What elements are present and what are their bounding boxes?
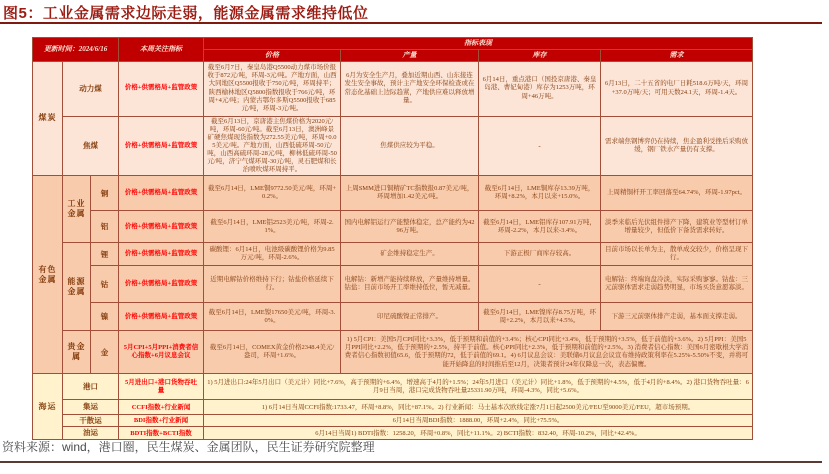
subgroup-precious-metals: 贵金属 <box>63 331 91 374</box>
row-coking-coal-name: 焦煤 <box>63 116 119 176</box>
bottom-divider <box>0 461 822 463</box>
thermal-coal-inventory: 6月14日，重点港口（国投京唐港、秦皇岛港、曹妃甸港）库存为1253万吨，环周+46万吨。 <box>479 61 601 116</box>
coking-coal-demand: 需求端焦钢博弈仍在持续，焦企盈利受挫后采购放缓，钢厂铁水产量仍有支撑。 <box>601 116 753 176</box>
header-price: 价格 <box>204 49 341 61</box>
nickel-demand: 下游三元前驱体排产走弱，基本面支撑走弱。 <box>601 303 753 331</box>
nickel-indicator: 价格+供需格局+监管政策 <box>119 303 204 331</box>
lithium-inventory: 下游正极厂商库存较高。 <box>479 243 601 266</box>
copper-indicator: 价格+供需格局+监管政策 <box>119 176 204 211</box>
port-indicator: 5月进出口+港口货物吞吐量 <box>119 374 204 400</box>
header-focus: 本周关注指标 <box>119 38 204 62</box>
cobalt-production: 电解钴：新增产能持续释放，产量维持增量。钴盐：目前市场开工率维持低位，暂无减量。 <box>341 266 479 303</box>
lithium-demand: 目前市场以长单为主，散单成交较少，价格呈现下行。 <box>601 243 753 266</box>
tanker-indicator: BDTI指数+BCTI指数 <box>119 427 204 440</box>
copper-production: 上周SMM进口铜精矿TC指数报0.87美元/吨，环周增加1.42美元/吨。 <box>341 176 479 211</box>
coking-coal-production: 焦煤供应较为平稳。 <box>341 116 479 176</box>
gold-indicator: 5月CPI+5月PPI+消费者信心指数+6月议息会议 <box>119 331 204 374</box>
container-indicator: CCFI指数+行业新闻 <box>119 400 204 415</box>
row-aluminum-name: 铝 <box>91 211 119 243</box>
thermal-coal-production: 6月为安全生产月，叠加近期山西、山东接连发生安全事故，预计主产地安全环保检查或在常态化基础上边际趋紧，产地供应难以释放增量。 <box>341 61 479 116</box>
port-detail: 1) 5月进出口:24年5月出口（美元计）同比+7.6%，高于预期的+6.4%，增速高于4月的+1.5%；24年5月进口（美元计）同比+1.8%，低于预期的+4.5%，低于4月的+8.4%。2) 港口货物吞吐量：6月9日当周，港口完成货物吞吐量25331.90万吨，环周-4.3%，同比+5.6%。 <box>204 374 753 400</box>
row-gold-name: 金 <box>91 331 119 374</box>
thermal-coal-indicator: 价格+供需格局+监管政策 <box>119 61 204 116</box>
copper-price: 截至6月14日，LME铜9772.50美元/吨，环周+0.2%。 <box>204 176 341 211</box>
thermal-coal-demand: 6月13日，二十五省的电厂日耗518.6万吨/天，环周+37.0万吨/天；可用天数24.1天，环周-1.4天。 <box>601 61 753 116</box>
lithium-indicator: 价格+供需格局+监管政策 <box>119 243 204 266</box>
coking-coal-indicator: 价格+供需格局+监管政策 <box>119 116 204 176</box>
thermal-coal-price: 截至6月7日，秦皇岛港Q5500动力煤市场价报收于872元/吨，环周-3元/吨。产地方面，山西大同地区Q5500报收于750元/吨，环周持平；陕西榆林地区Q5800指数报收于766元/吨，环周+4元/吨；内蒙古鄂尔多斯Q5500报收于685元/吨，环周-3元/吨。 <box>204 61 341 116</box>
drybulk-indicator: BDI指数+行业新闻 <box>119 415 204 427</box>
row-nickel-name: 镍 <box>91 303 119 331</box>
row-drybulk-name: 干散运 <box>63 415 119 427</box>
row-lithium-name: 锂 <box>91 243 119 266</box>
row-container-name: 集运 <box>63 400 119 415</box>
data-source-note: 资料来源：wind，港口圈，民生煤炭、金属团队，民生证券研究院整理 <box>2 440 375 454</box>
copper-inventory: 截至6月14日，LME铜库存13.39万吨，环周+8.2%，本月以来+15.0%。 <box>479 176 601 211</box>
coking-coal-inventory: - <box>479 116 601 176</box>
subgroup-energy-metals: 能源金属 <box>63 243 91 331</box>
subgroup-industrial-metals: 工业金属 <box>63 176 91 243</box>
nickel-inventory: 截至6月14日，LME镍库存8.75万吨，环周+2.2%，本月以来+4.5%。 <box>479 303 601 331</box>
row-thermal-coal-name: 动力煤 <box>63 61 119 116</box>
header-inventory: 库存 <box>479 49 601 61</box>
header-update-time: 更新时间：2024/6/16 <box>33 38 119 62</box>
indicator-table <box>32 37 753 440</box>
aluminum-demand: 淡季来临后光伏组件排产下降，建筑业等型材订单增量较少，但低价下备货需求转好。 <box>601 211 753 243</box>
header-demand: 需求 <box>601 49 753 61</box>
row-tanker-name: 油运 <box>63 427 119 440</box>
gold-macro-detail: 1) 5月CPI：美国5月CPI同比+3.3%，低于预期和前值的+3.4%；核心CPI同比+3.4%，低于预期的+3.5%，低于前值的+3.6%。2) 5月PPI：美国5月PPI同比+2.2%，低于预期的+2.5%，持平于前值。核心PPI同比+2.3%，低于预期和前值的+2.5%。3) 消费者信心指数：美国6月密歇根大学消费者信心指数初值65.6，低于预期的72，低于前值的69.1。4) 6月议息会议：美联储6月议息会议宣布维持政策利率在5.25%-5.50%不变，并将可能开始降息的时间推后至12月，决策者预计24年仅降息一次，表态偏鹰。 <box>341 331 753 374</box>
lithium-production: 矿企维持稳定生产。 <box>341 243 479 266</box>
aluminum-indicator: 价格+供需格局+监管政策 <box>119 211 204 243</box>
aluminum-inventory: 截至6月14日，LME铝库存107.91万吨，环周-2.2%，本月以来-3.4%。 <box>479 211 601 243</box>
cobalt-inventory: - <box>479 266 601 303</box>
container-detail: 1) 6月14日当周CCFI指数:1733.47，环周+8.8%，同比+87.1%。2) 行业新闻：马士基本次欧线定涨7月1日起2500美元/FEU至9000美元/FEU，超市场预期。 <box>204 400 753 415</box>
cobalt-indicator: 价格+供需格局+监管政策 <box>119 266 204 303</box>
figure-title: 图5：工业金属需求边际走弱，能源金属需求维持低位 <box>3 5 369 22</box>
gold-price: 截至6月14日，COMEX黄金价格2348.4美元/盎司，环周+1.6%。 <box>204 331 341 374</box>
cobalt-demand: 电解钴：终端询盘冷淡，实际采购寥寥。钴盐：三元前驱体需求走弱趋势明显，市场买货意愿寡淡。 <box>601 266 753 303</box>
coking-coal-price: 截至6月13日，京唐港主焦煤价格为2020元/吨，环周-60元/吨。截至6月13日，澳洲峰景矿硬焦煤现货指数为272.55美元/吨，环周+0.05美元/吨。产地方面，山西低硫环周-50元/吨，山西高硫环周-28元/吨，柳林低硫环周-50元/吨，济宁气煤环周-30元/吨，灵石肥煤和长治喷吹煤环周持平。 <box>204 116 341 176</box>
lithium-price: 碳酸锂：6月14日，电池级碳酸锂价格为9.85万元/吨，环周-2.6%。 <box>204 243 341 266</box>
tanker-detail: 6月14日当周1) BDTI指数：1258.20，环周+0.8%，同比+11.1%。2) BCTI指数：832.40，环周-10.2%，同比+42.4%。 <box>204 427 753 440</box>
aluminum-production: 国内电解铝运行产能整体稳定，总产能约为4296万吨。 <box>341 211 479 243</box>
copper-demand: 上周精铜杆开工率回落至64.74%，环周-1.97pct。 <box>601 176 753 211</box>
group-nonferrous: 有色金属 <box>33 176 63 374</box>
cobalt-price: 近期电解钴价格维持下行；钴盐价格延续下行。 <box>204 266 341 303</box>
header-performance: 指标表现 <box>204 38 753 50</box>
header-production: 产量 <box>341 49 479 61</box>
row-cobalt-name: 钴 <box>91 266 119 303</box>
nickel-price: 截至6月14日，LME镍17650美元/吨，环周-3.0%。 <box>204 303 341 331</box>
nickel-production: 印尼硫酸镍正常排产。 <box>341 303 479 331</box>
row-copper-name: 铜 <box>91 176 119 211</box>
title-divider <box>0 22 822 24</box>
aluminum-price: 截至6月14日，LME铝2523美元/吨，环周-2.1%。 <box>204 211 341 243</box>
row-port-name: 港口 <box>63 374 119 400</box>
drybulk-detail: 6月14日当周BDI指数：1888.00，环周+2.4%，同比+75.5%。 <box>204 415 753 427</box>
group-coal: 煤炭 <box>33 61 63 176</box>
group-shipping: 海运 <box>33 374 63 440</box>
